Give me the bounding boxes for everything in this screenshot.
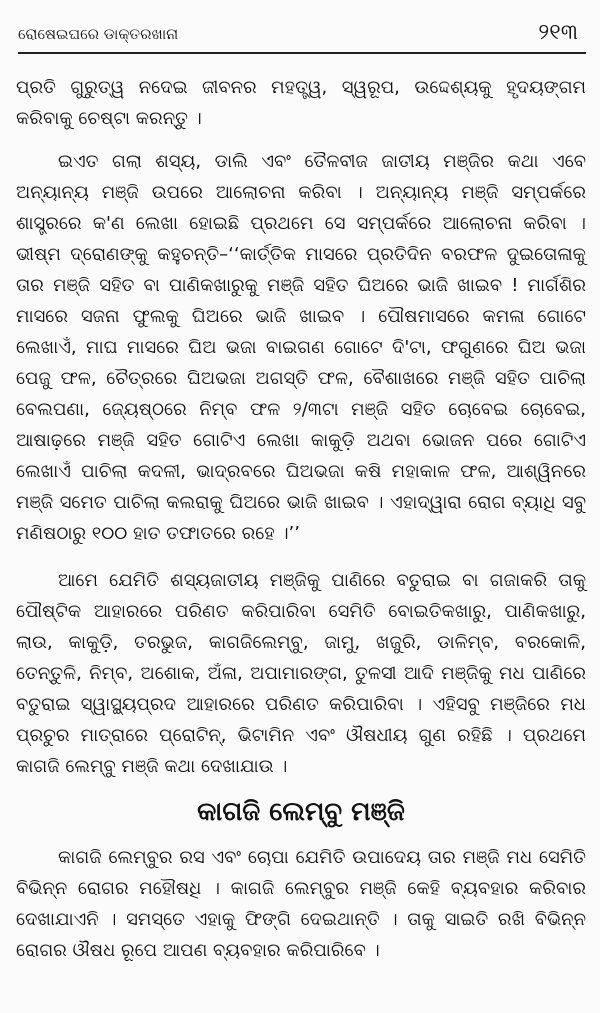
paragraph-3: ଆମେ ଯେମିତି ଶସ୍ୟଜାତୀୟ ମଞ୍ଜିକୁ ପାଣିରେ ବତୁରାଇ ବା ଗଜାକରି ତାକୁ ପୌଷ୍ଟିକ ଆହାରରେ ପରିଣତ କରିପାରିବା ସେମିତି ବୋଇତିକଖାରୁ, ପାଣିକଖାରୁ, ଲାଉ, କାକୁଡ଼ି, ତରଭୁଜ, କାଗଜିଲେମ୍ବୁ, ଜାମୁ, ଖଜୁରି, ଡାଳିମ୍ବ, ବରକୋଳି, ତେନ୍ତୁଳି, ନିମ୍ବ, ଅଶୋକ, ଅଁଳା, ଅପାମାରଙ୍ଗ, ତୁଳସୀ ଆଦି ମଞ୍ଜିକୁ ମଧ ପାଣିରେ ବତୁରାଇ ସ୍ୱାସ୍ଥ୍ୟପ୍ରଦ ଆହାରରେ ପରିଣତ କରିପାରିବା । ଏହିସବୁ ମଞ୍ଜିରେ ମଧ ପ୍ରଚୁର ମାତ୍ରାରେ ପ୍ରୋଟିନ୍, ଭିଟାମିନ ଏବଂ ଔଷଧୀୟ ଗୁଣ ରହିଛି । ପ୍ରଥମେ କାଗଜି ଲେମ୍ବୁ ମଞ୍ଜି କଥା ଦେଖାଯାଉ ।: [16, 570, 586, 777]
page-header: [18, 18, 586, 54]
page-content: [16, 72, 586, 966]
page-number: ୨୧୩: [538, 20, 578, 45]
paragraph-1: ପ୍ରତି ଗୁରୁତ୍ୱ ନଦେଇ ଜୀବନର ମହତ୍ତ୍ୱ, ସ୍ୱରୂପ, ଉଦ୍ଦେଶ୍ୟକୁ ହୃଦୟଙ୍ଗମ କରିବାକୁ ଚେଷ୍ଟା କରନ୍ତୁ ।: [16, 77, 586, 129]
paragraph-4: କାଗଜି ଲେମ୍ବୁର ରସ ଏବଂ ଚୋପା ଯେମିତି ଉପାଦେୟ ତାର ମଞ୍ଜି ମଧ ସେମିତି ବିଭିନ୍ନ ରୋଗର ମହୌଷଧି । କାଗଜି ଲେମ୍ବୁର ମଞ୍ଜି କେହି ବ୍ୟବହାର କରିବାର ଦେଖାଯାଏନି । ସମସ୍ତେ ଏହାକୁ ଫିଙ୍ଗି ଦେଇଥାନ୍ତି । ତାକୁ ସାଇତି ରଖି ବିଭିନ୍ନ ରୋଗର ଔଷଧ ରୂପେ ଆପଣ ବ୍ୟବହାର କରିପାରିବେ ।: [16, 847, 586, 961]
paragraph-2: ଇଏତ ଗଲା ଶସ୍ୟ, ଡାଲି ଏବଂ ତୈଳବୀଜ ଜାତୀୟ ମଞ୍ଜିର କଥା ଏବେ ଅନ୍ୟାନ୍ୟ ମଞ୍ଜି ଉପରେ ଆଲୋଚନା କରିବା । ଅନ୍ୟାନ୍ୟ ମଞ୍ଜି ସମ୍ପର୍କରେ ଶାସ୍ତ୍ରରେ କ'ଣ ଲେଖା ହୋଇଛି ପ୍ରଥମେ ସେ ସମ୍ପର୍କରେ ଆଲୋଚନା କରିବା । ଭୀଷ୍ମ ଦ୍ରୋଣଙ୍କୁ କହୁଚନ୍ତି–‘‘କାର୍ତ୍ତିକ ମାସରେ ପ୍ରତିଦିନ ବରଫଳ ଦୁଇତୋଳାକୁ ତାର ମଞ୍ଜି ସହିତ ବା ପାଣିକଖାରୁକୁ ମଞ୍ଜି ସହିତ ଘିଅରେ ଭାଜି ଖାଇବ ! ମାର୍ଗଶିର ମାସରେ ସଜନା ଫୁଲକୁ ଘିଅରେ ଭାଜି ଖାଇବ । ପୌଷମାସରେ କମଳା ଗୋଟେ ଲେଖାଏଁ, ମାଘ ମାସରେ ଘିଅ ଭଜା ବାଇଗଣ ଗୋଟେ ଦି'ଟା, ଫଗୁଣରେ ଘିଅ ଭଜା ପେଜୁ ଫଳ, ଚୈତ୍ରରେ ଘିଅଭଜା ଅଗସ୍ତି ଫଳ, ବୈଶାଖରେ ମଞ୍ଜି ସହିତ ପାଚିଲା ବେଲପଣା, ଜ୍ୟେଷ୍ଠରେ ନିମ୍ବ ଫଳ ୨/୩ଟା ମଞ୍ଜି ସହିତ ଚୋବେଇ ଚୋବେଇ, ଆଷାଢ଼ରେ ମଞ୍ଜି ସହିତ ଗୋଟିଏ ଲେଖା କାକୁଡ଼ି ଅଥବା ଭୋଜନ ପରେ ଗୋଟିଏ ଲେଖାଏଁ ପାଚିଲା କଦଳୀ, ଭାଦ୍ରବରେ ଘିଅଭଜା କଷି ମହାକାଳ ଫଳ, ଆଶ୍ୱିନରେ ମଞ୍ଜି ସମେତ ପାଚିଲା କଲରାକୁ ଘିଅରେ ଭାଜି ଖାଇବ । ଏହାଦ୍ୱାରା ରୋଗ ବ୍ୟାଧି ସବୁ ମଣିଷଠାରୁ ୧୦୦ ହାତ ତଫାତରେ ରହେ ।’’: [16, 151, 586, 544]
section-title: କାଗଜି ଲେମ୍ବୁ ମଞ୍ଜି: [197, 797, 405, 827]
running-head: ରୋଷେଇଘରେ ଡାକ୍ତରଖାନା: [18, 25, 179, 43]
